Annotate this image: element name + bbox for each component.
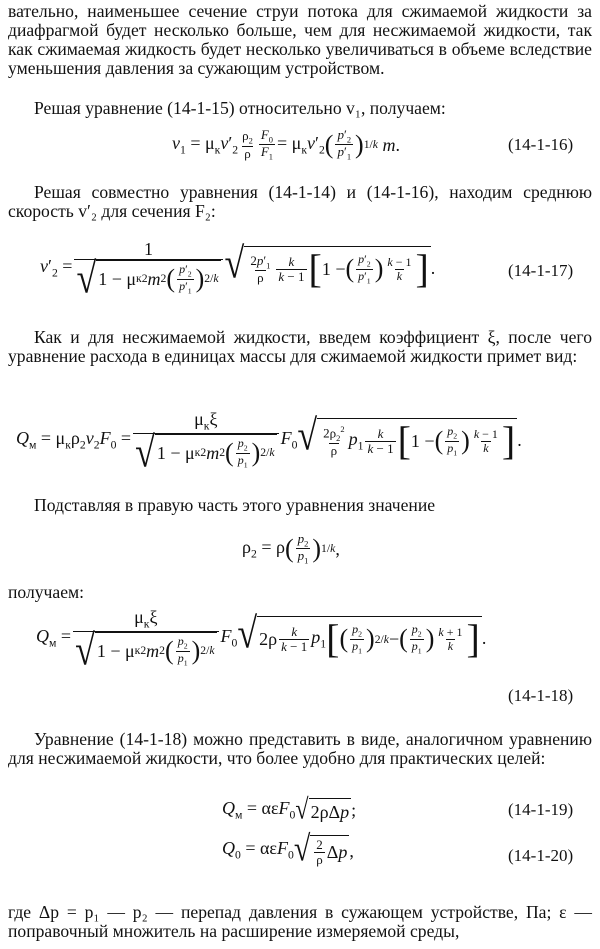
paragraph-solve-14-1-15: Решая уравнение (14-1-15) относительно v₁, получаем: (34, 98, 446, 118)
equation-number-14-1-18: (14-1-18) (508, 686, 574, 705)
equation-14-1-20: $Q_0 = \alpha\varepsilon F_0$ √ $\frac{2}{\rho}$ Δ p , (222, 829, 354, 870)
equation-number-14-1-17: (14-1-17) (508, 261, 574, 280)
equation-mass-flow: $Q_м = \mu_к\rho_2v_2F_0$ = $\mu_к\xi$ √ 1 − μ к 2 m 2 ( $\frac{p_2}{p_1}$ ) 2/k $F_0$ √ $\frac{2\rho_2^2}{\rho}$ $p_1$ $\frac{k}{k - 1}$ [ 1 − ( $\frac{p_2}{p_1}$ ) $\frac{k - 1}{k}$ ] . (16, 409, 522, 476)
equation-number-14-1-19: (14-1-19) (508, 800, 574, 819)
equation-14-1-16: $v_1 = \mu_кv'_2$ $\frac{\rho_2}{\rho}$ $\frac{F_0}{F_1}$ = $\mu_кv'_2$ ( $\frac{p'_2}{p'_1}$ ) 1/k m. (172, 127, 400, 163)
paragraph-coefficient-xi: Как и для несжимаемой жидкости, введем коэффициент ξ, после чего уравнение расхода в единицах массы для сжимаемой жидкости примет вид: (8, 327, 592, 366)
equation-14-1-18: $Q_м$ = $\mu_к\xi$ √ 1 − μ к 2 m 2 ( $\frac{p_2}{p_1}$ ) 2/k $F_0$ √ 2ρ $\frac{k}{k - 1}$ $p_1$ [ ( $\frac{p_2}{p_1}$ ) 2/k − ( $\frac{p_2}{p_1}$ ) $\frac{k + 1}{k}$ ] . (36, 607, 487, 674)
paragraph-equation-18-form: Уравнение (14-1-18) можно представить в виде, аналогичном уравнению для несжимаемой жидкости, что более удобно для практических целей: (8, 729, 592, 768)
paragraph-substitute: Подставляя в правую часть этого уравнения значение (34, 495, 436, 515)
equation-rho2: $\rho_2 = \rho$ ( $\frac{p_2}{p_1}$ ) 1/k , (242, 531, 340, 567)
paragraph-definitions: где Δp = p₁ — p₂ — перепад давления в сужающем устройстве, Па; ε — поправочный множитель на расширение измеряемой среды, (8, 902, 592, 941)
equation-14-1-17: $v'_2$ = 1 √ 1 − μ к 2 m 2 ( $\frac{p'_2}{p'_1}$ ) 2/k √ $\frac{2p'_1}{\rho}$ $\frac{k}{k - 1}$ [ 1 − ( $\frac{p'_2}{p'_1}$ ) $\frac{k - 1}{k}$ ] . (40, 239, 436, 302)
paragraph-solve-joint: Решая совместно уравнения (14-1-14) и (14-1-16), находим среднюю скорость v′₂ для сечения F₂: (8, 182, 592, 221)
equation-number-14-1-20: (14-1-20) (508, 846, 574, 865)
equation-number-14-1-16: (14-1-16) (508, 135, 574, 154)
equation-14-1-19: $Q_м = \alpha\varepsilon F_0$ √ 2ρΔ p ; (222, 794, 357, 826)
paragraph-we-get: получаем: (8, 582, 85, 602)
paragraph-intro: вательно, наименьшее сечение струи потока для сжимаемой жидкости за диафрагмой будет несколько больше, чем для несжимаемой жидкости, так как сжимаемая жидкость будет несколько увеличиваться в объеме вследствие уменьшения давления за сужающим устройством. (8, 1, 592, 78)
